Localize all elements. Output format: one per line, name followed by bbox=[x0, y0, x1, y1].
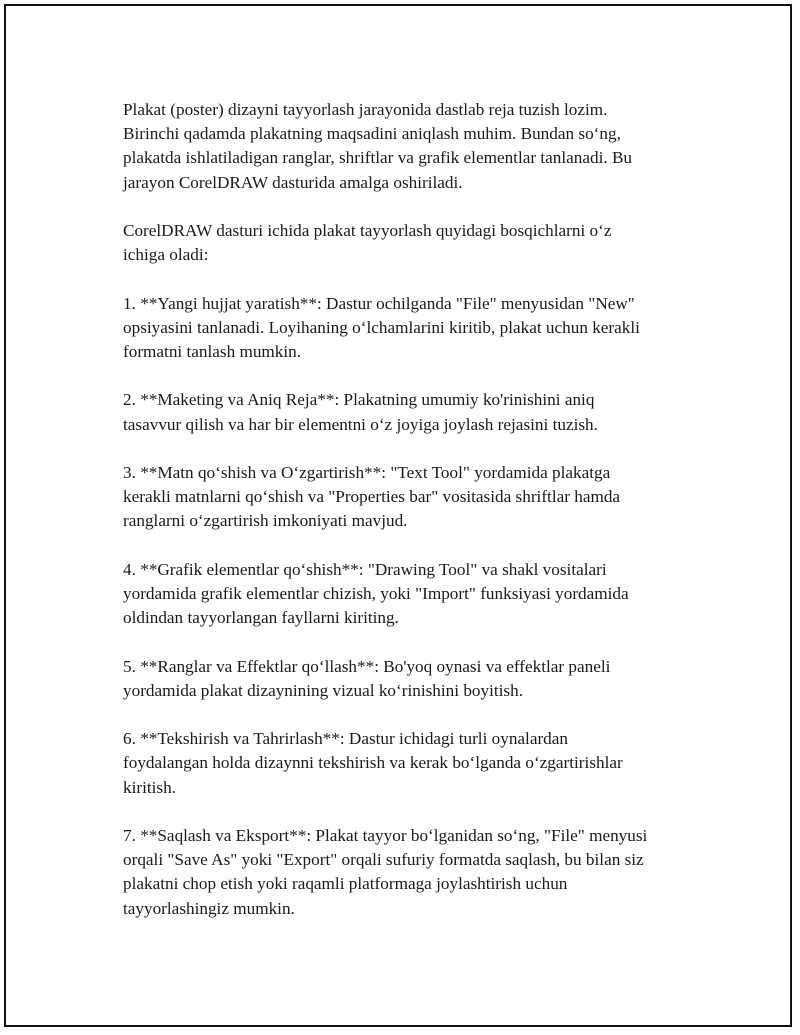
step-2-paragraph: 2. **Maketing va Aniq Reja**: Plakatning umumiy ko'rinishini aniq tasavvur qilish va har bir elementni o‘z joyiga joylash rejasini tuzish. bbox=[123, 390, 598, 434]
step-4-paragraph: 4. **Grafik elementlar qo‘shish**: "Drawing Tool" va shakl vositalari yordamida grafik elementlar chizish, yoki "Import" funksiyasi yordamida oldindan tayyorlangan fayllarni kiriting. bbox=[123, 559, 629, 628]
step-1-paragraph: 1. **Yangi hujjat yaratish**: Dastur ochilganda "File" menyusidan "New" opsiyasini tanlanadi. Loyihaning o‘lchamlarini kiritib, plakat uchun kerakli formatni tanlash mumkin. bbox=[123, 293, 640, 361]
steps-intro-paragraph: CorelDRAW dasturi ichida plakat tayyorlash quyidagi bosqichlarni o‘z ichiga oladi: bbox=[123, 221, 612, 265]
step-3-paragraph: 3. **Matn qo‘shish va O‘zgartirish**: "Text Tool" yordamida plakatga kerakli matnlarni qo‘shish va "Properties bar" vositasida shriftlar hamda ranglarni o‘zgartirish imkoniyati mavjud. bbox=[123, 462, 621, 531]
intro-paragraph: Plakat (poster) dizayni tayyorlash jarayonida dastlab reja tuzish lozim. Birinchi qadamda plakatning maqsadini aniqlash muhim. Bundan so‘ng, plakatda ishlatiladigan ranglar, shriftlar va grafik elementlar tanlanadi. Bu jarayon CorelDRAW dasturida amalga oshiriladi. bbox=[123, 100, 633, 192]
page-frame bbox=[4, 4, 792, 1027]
step-6-paragraph: 6. **Tekshirish va Tahrirlash**: Dastur ichidagi turli oynalardan foydalangan holda dizaynni tekshirish va kerak bo‘lganda o‘zgartirishlar kiritish. bbox=[123, 729, 623, 797]
step-7-paragraph: 7. **Saqlash va Eksport**: Plakat tayyor bo‘lganidan so‘ng, "File" menyusi orqali "Save As" yoki "Export" orqali sufuriy formatda saqlash, bu bilan siz plakatni chop etish yoki raqamli platformaga joylashtirish uchun tayyorlashingiz mumkin. bbox=[123, 825, 648, 918]
step-5-paragraph: 5. **Ranglar va Effektlar qo‘llash**: Bo'yoq oynasi va effektlar paneli yordamida plakat dizaynining vizual ko‘rinishini boyitish. bbox=[123, 656, 611, 700]
document-body bbox=[123, 98, 703, 945]
